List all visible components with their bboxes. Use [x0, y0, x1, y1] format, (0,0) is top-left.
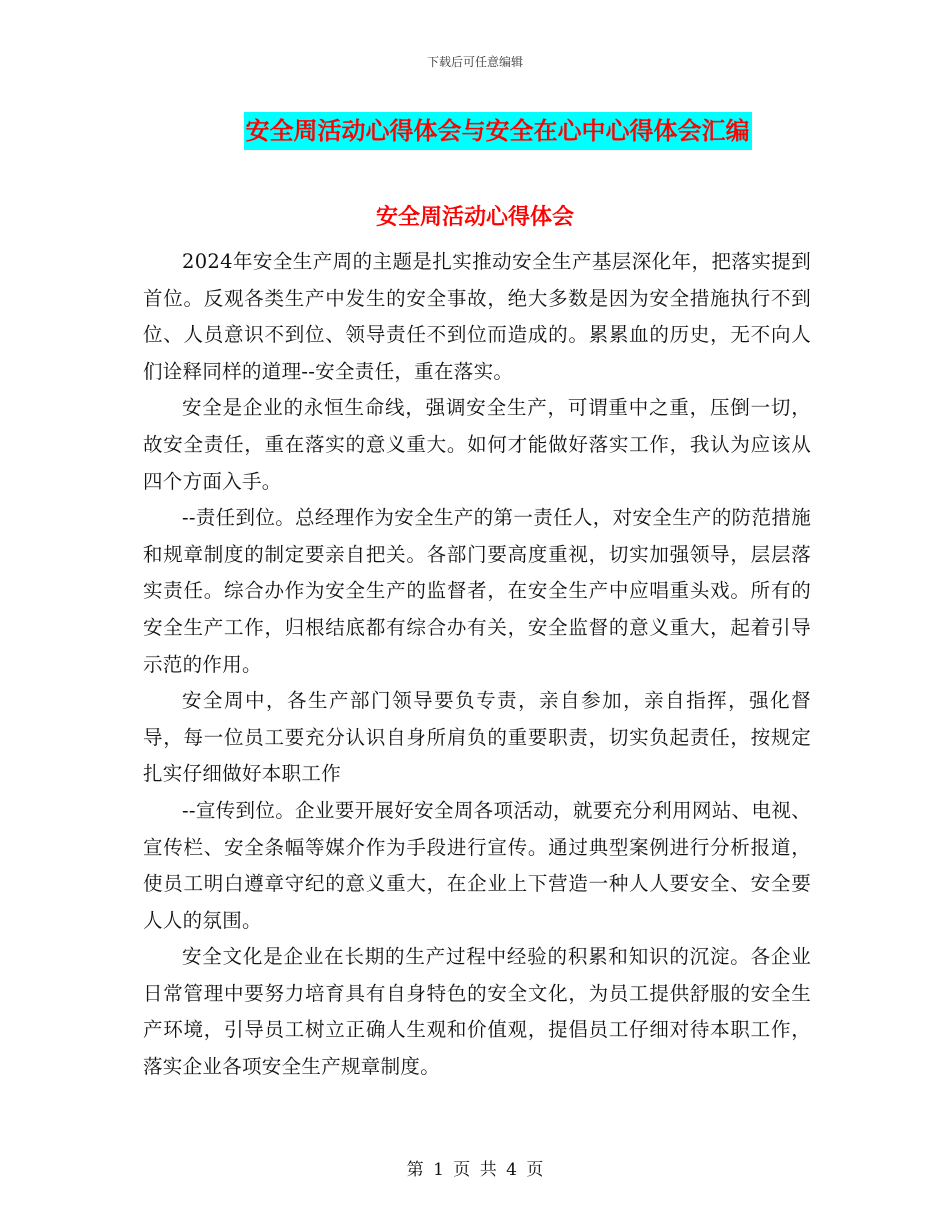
- main-title-container: [0, 112, 950, 150]
- paragraph: --责任到位。总经理作为安全生产的第一责任人，对安全生产的防范措施和规章制度的制定要亲自把关。各部门要高度重视，切实加强领导，层层落实责任。综合办作为安全生产的监督者，在安全生产中应唱重头戏。所有的安全生产工作，归根结底都有综合办有关，安全监督的意义重大，起着引导示范的作用。: [143, 506, 811, 676]
- paragraph: 安全是企业的永恒生命线，强调安全生产，可谓重中之重，压倒一切，故安全责任，重在落实的意义重大。如何才能做好落实工作，我认为应该从四个方面入手。: [143, 396, 811, 493]
- page-footer: 第 1 页 共 4 页: [406, 1160, 544, 1180]
- header-note: 下载后可任意编辑: [426, 55, 523, 69]
- paragraph: 2024年安全生产周的主题是扎实推动安全生产基层深化年，把落实提到首位。反观各类生产中发生的安全事故，绝大多数是因为安全措施执行不到位、人员意识不到位、领导责任不到位而造成的。累累血的历史，无不向人们诠释同样的道理--安全责任，重在落实。: [143, 250, 811, 383]
- paragraph: 安全周中，各生产部门领导要负专责，亲自参加，亲自指挥，强化督导，每一位员工要充分认识自身所肩负的重要职责，切实负起责任，按规定扎实仔细做好本职工作: [143, 689, 811, 786]
- document-body: [143, 244, 811, 1086]
- paragraph: --宣传到位。企业要开展好安全周各项活动，就要充分利用网站、电视、宣传栏、安全条幅等媒介作为手段进行宣传。通过典型案例进行分析报道，使员工明白遵章守纪的意义重大，在企业上下营造一种人人要安全、安全要人人的氛围。: [143, 798, 811, 932]
- section-title: 安全周活动心得体会: [375, 205, 574, 230]
- paragraph: 安全文化是企业在长期的生产过程中经验的积累和知识的沉淀。各企业日常管理中要努力培育具有自身特色的安全文化，为员工提供舒服的安全生产环境，引导员工树立正确人生观和价值观，提倡员工仔细对待本职工作，落实企业各项安全生产规章制度。: [143, 945, 811, 1079]
- main-title: 安全周活动心得体会与安全在心中心得体会汇编: [244, 112, 752, 150]
